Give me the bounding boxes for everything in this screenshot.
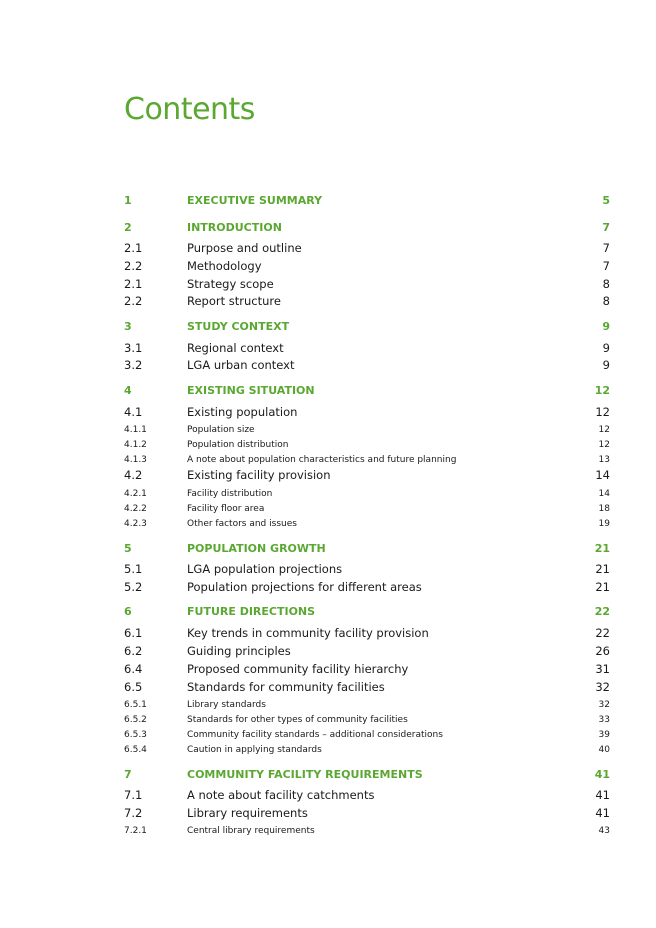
toc-section[interactable] — [124, 767, 610, 783]
toc-label: A note about population characteristics and future planning — [187, 455, 457, 465]
toc-subsubsection[interactable] — [124, 422, 610, 438]
toc-page-number: 8 — [602, 294, 610, 308]
toc-section[interactable] — [124, 604, 610, 620]
toc-page-number: 9 — [602, 320, 610, 333]
toc-subsection[interactable] — [124, 240, 610, 256]
toc-subsection[interactable] — [124, 661, 610, 677]
toc-subsection[interactable] — [124, 805, 610, 821]
toc-label: Existing facility provision — [187, 468, 331, 482]
toc-page-number: 7 — [602, 241, 610, 255]
toc-number: 2.1 — [124, 277, 143, 291]
toc-label: Population projections for different areas — [187, 580, 422, 594]
toc-label: Caution in applying standards — [187, 745, 322, 755]
toc-number: 4.1 — [124, 405, 143, 419]
toc-label: EXECUTIVE SUMMARY — [187, 194, 323, 207]
toc-subsubsection[interactable] — [124, 501, 610, 517]
toc-number: 4.1.3 — [124, 455, 147, 465]
toc-number: 3.1 — [124, 341, 143, 355]
toc-page-number: 9 — [602, 358, 610, 372]
toc-label: Population distribution — [187, 440, 289, 450]
toc-number: 7.1 — [124, 788, 143, 802]
toc-section[interactable] — [124, 193, 610, 209]
toc-number: 4.2.2 — [124, 504, 147, 514]
toc-number: 2.1 — [124, 241, 143, 255]
toc-number: 4.1.1 — [124, 425, 147, 435]
toc-label: Library standards — [187, 700, 266, 710]
toc-page-number: 41 — [595, 788, 610, 802]
toc-page-number: 26 — [595, 644, 610, 658]
toc-number: 6.5.2 — [124, 715, 147, 725]
toc-page-number: 22 — [595, 626, 610, 640]
toc-label: A note about facility catchments — [187, 788, 375, 802]
toc-page-number: 7 — [602, 221, 610, 234]
toc-section[interactable] — [124, 220, 610, 236]
toc-number: 4 — [124, 384, 132, 397]
toc-label: Regional context — [187, 341, 284, 355]
toc-page-number: 14 — [595, 468, 610, 482]
toc-subsection[interactable] — [124, 561, 610, 577]
toc-subsection[interactable] — [124, 293, 610, 309]
toc-page-number: 9 — [602, 341, 610, 355]
toc-section[interactable] — [124, 383, 610, 399]
toc-subsubsection[interactable] — [124, 712, 610, 728]
page-title: Contents — [124, 92, 255, 127]
toc-label: Standards for community facilities — [187, 680, 385, 694]
toc-page-number: 7 — [602, 259, 610, 273]
toc-subsubsection[interactable] — [124, 516, 610, 532]
toc-subsection[interactable] — [124, 357, 610, 373]
toc-number: 3.2 — [124, 358, 143, 372]
toc-number: 7 — [124, 768, 132, 781]
toc-label: LGA population projections — [187, 562, 343, 576]
toc-subsection[interactable] — [124, 579, 610, 595]
toc-label: Facility distribution — [187, 489, 273, 499]
toc-number: 5.1 — [124, 562, 143, 576]
toc-subsection[interactable] — [124, 643, 610, 659]
toc-label: STUDY CONTEXT — [187, 320, 290, 333]
toc-page-number: 32 — [598, 700, 610, 710]
toc-label: Key trends in community facility provision — [187, 626, 429, 640]
toc-label: Library requirements — [187, 806, 308, 820]
toc-number: 5.2 — [124, 580, 143, 594]
toc-page-number: 13 — [598, 455, 610, 465]
toc-number: 6.1 — [124, 626, 143, 640]
toc-subsection[interactable] — [124, 625, 610, 641]
toc-page-number: 12 — [598, 425, 610, 435]
toc-subsection[interactable] — [124, 404, 610, 420]
toc-page-number: 21 — [595, 562, 610, 576]
toc-subsubsection[interactable] — [124, 486, 610, 502]
toc-page-number: 14 — [598, 489, 610, 499]
toc-number: 6.5.1 — [124, 700, 147, 710]
toc-label: Central library requirements — [187, 826, 315, 836]
toc-page-number: 33 — [598, 715, 610, 725]
toc-label: Proposed community facility hierarchy — [187, 662, 409, 676]
toc-page-number: 21 — [595, 580, 610, 594]
toc-label: EXISTING SITUATION — [187, 384, 315, 397]
toc-number: 4.2.3 — [124, 519, 147, 529]
toc-number: 4.2.1 — [124, 489, 147, 499]
toc-section[interactable] — [124, 541, 610, 557]
toc-label: POPULATION GROWTH — [187, 542, 326, 555]
toc-label: Existing population — [187, 405, 298, 419]
toc-page-number: 12 — [594, 384, 610, 397]
toc-page-number: 21 — [594, 542, 610, 555]
toc-label: Purpose and outline — [187, 241, 302, 255]
toc-label: Report structure — [187, 294, 281, 308]
toc-subsection[interactable] — [124, 467, 610, 483]
toc-page-number: 12 — [598, 440, 610, 450]
toc-number: 2 — [124, 221, 132, 234]
toc-number: 6 — [124, 605, 132, 618]
toc-label: Methodology — [187, 259, 262, 273]
toc-subsubsection[interactable] — [124, 742, 610, 758]
toc-subsubsection[interactable] — [124, 727, 610, 743]
toc-page-number: 5 — [602, 194, 610, 207]
toc-number: 6.2 — [124, 644, 143, 658]
toc-label: Other factors and issues — [187, 519, 297, 529]
toc-number: 1 — [124, 194, 132, 207]
toc-subsubsection[interactable] — [124, 823, 610, 839]
toc-subsubsection[interactable] — [124, 452, 610, 468]
toc-page-number: 43 — [598, 826, 610, 836]
toc-number: 3 — [124, 320, 132, 333]
toc-page-number: 19 — [598, 519, 610, 529]
toc-page-number: 41 — [595, 806, 610, 820]
toc-page-number: 40 — [598, 745, 610, 755]
toc-number: 2.2 — [124, 294, 143, 308]
toc-label: Guiding principles — [187, 644, 291, 658]
toc-number: 6.5.3 — [124, 730, 147, 740]
toc-label: Population size — [187, 425, 255, 435]
toc-page-number: 31 — [595, 662, 610, 676]
toc-label: Community facility standards – additional considerations — [187, 730, 443, 740]
toc-page-number: 12 — [595, 405, 610, 419]
toc-number: 7.2 — [124, 806, 143, 820]
toc-number: 7.2.1 — [124, 826, 147, 836]
toc-subsubsection[interactable] — [124, 697, 610, 713]
toc-number: 5 — [124, 542, 132, 555]
toc-subsection[interactable] — [124, 340, 610, 356]
toc-subsection[interactable] — [124, 787, 610, 803]
toc-subsubsection[interactable] — [124, 437, 610, 453]
toc-label: Strategy scope — [187, 277, 274, 291]
toc-page-number: 32 — [595, 680, 610, 694]
toc-label: FUTURE DIRECTIONS — [187, 605, 316, 618]
toc-number: 2.2 — [124, 259, 143, 273]
toc-label: Standards for other types of community facilities — [187, 715, 408, 725]
toc-subsection[interactable] — [124, 679, 610, 695]
toc-number: 4.1.2 — [124, 440, 147, 450]
toc-label: INTRODUCTION — [187, 221, 282, 234]
toc-page-number: 41 — [594, 768, 610, 781]
toc-section[interactable] — [124, 319, 610, 335]
toc-number: 4.2 — [124, 468, 143, 482]
toc-page-number: 39 — [598, 730, 610, 740]
toc-number: 6.5.4 — [124, 745, 147, 755]
toc-label: LGA urban context — [187, 358, 295, 372]
toc-page-number: 18 — [598, 504, 610, 514]
toc-subsection[interactable] — [124, 258, 610, 274]
toc-number: 6.5 — [124, 680, 143, 694]
toc-number: 6.4 — [124, 662, 143, 676]
toc-label: COMMUNITY FACILITY REQUIREMENTS — [187, 768, 423, 781]
toc-page-number: 8 — [602, 277, 610, 291]
toc-page-number: 22 — [594, 605, 610, 618]
toc-label: Facility floor area — [187, 504, 265, 514]
toc-subsection[interactable] — [124, 276, 610, 292]
